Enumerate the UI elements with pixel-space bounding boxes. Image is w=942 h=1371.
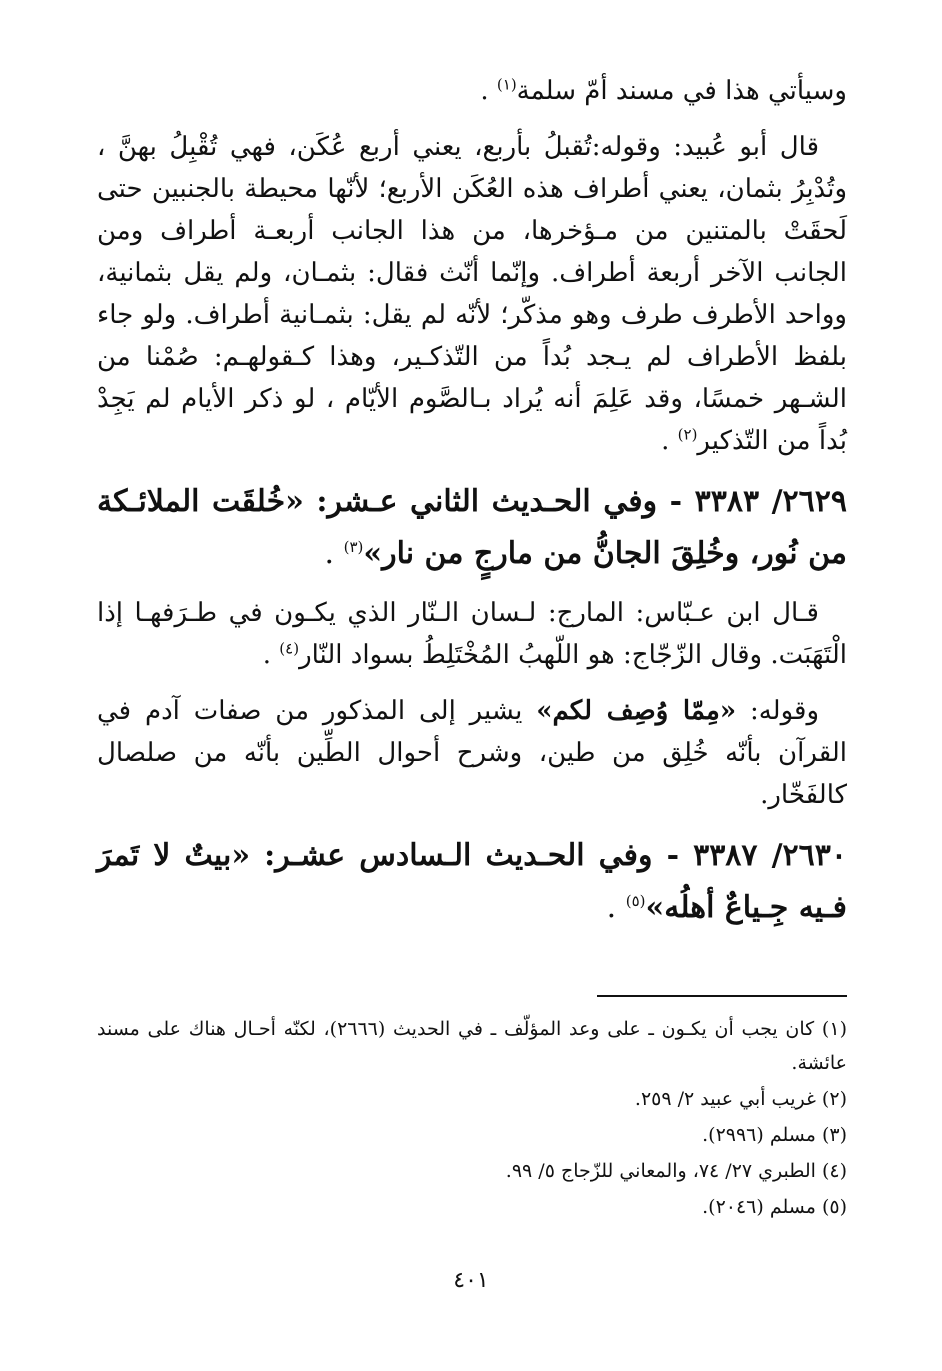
footnote-2: (٢) غريب أبي عبيد ٢/ ٢٥٩. [634, 1088, 847, 1110]
hadith-heading-1 [97, 476, 847, 580]
hadith-2-number: ٢٦٣٠/ ٣٣٨٧ - [652, 838, 847, 873]
hadith-1-number: ٢٦٢٩/ ٣٣٨٣ - [657, 484, 847, 519]
footnote-4: (٤) الطبري ٢٧/ ٧٤، والمعاني للزّجاج ٥/ ٩٩. [505, 1160, 847, 1182]
paragraph-1-end: . [480, 76, 497, 106]
paragraph-3-text: قـال ابن عـبّاس: المارج: لـسان الـنّار الذي يكـون في طـرَفهـا إذا الْتَهَبَت. وقال الزّجّاج: هو اللّهبُ المُخْتَلِطُ بسواد النّار [97, 598, 847, 670]
paragraph-4-quote: «مِمّا وُصِف لكم» [536, 696, 737, 726]
footnote-1: (١) كان يجب أن يكـون ـ على وعد المؤلّف ـ في الحديث (٢٦٦٦)، لكنّه أحـال هناك على مسند عائشة. [97, 1018, 847, 1074]
paragraph-4 [97, 690, 847, 816]
hadith-2-end: . [606, 890, 626, 925]
footnote-ref-5[interactable]: (٥) [625, 892, 646, 910]
footnote-ref-2[interactable]: (٢) [677, 425, 698, 444]
paragraph-4-text: يشير إلى المذكور من صفات آدم في القرآن بأنّه خُلِق من طين، وشرح أحوال الطِّين بأنّه من صلصال كالفَخّار. [97, 696, 847, 810]
footnote-separator [597, 995, 847, 997]
footnote-3: (٣) مسلم (٢٩٩٦). [702, 1124, 847, 1146]
footnote-ref-3[interactable]: (٣) [343, 538, 364, 556]
page-number: ٤٠١ [453, 1268, 489, 1293]
footnote-ref-1[interactable]: (١) [496, 75, 517, 94]
paragraph-3 [97, 592, 847, 676]
hadith-heading-2 [97, 830, 847, 934]
hadith-1-end: . [324, 536, 344, 571]
paragraph-3-end: . [262, 640, 280, 670]
hadith-2-text: وفي الحـديث الـسادس عشـر: «بيتٌ لا تَمرَ فـيه جِـياعٌ أهلُه» [97, 838, 847, 925]
paragraph-2-text: قال أبو عُبيد: وقوله:تُقبلُ بأربع، يعني أربع عُكَن، فهي تُقْبِلُ بهنَّ ، وتُدْبِرُ بثمان، يعني أطراف هذه العُكَن الأربع؛ لأنّها محيطة بالجنبين حتى لَحقَتْ بالمتنين من مـؤخرها، من هذا الجانب أربعـة أطراف ومن الجانب الآخر أربعة أطراف. وإنّما أنّث فقال: بثمـان، ولم يقل بثمانية، وواحد الأطرف طرف وهو مذكّر؛ لأنّه لم يقل: بثمـانية أطراف. ولو جاء بلفظ الأطراف لم يـجد بُداً من التّذكـير، وهذا كـقولهـم: صُمْنا من الشـهر خمسًا، وقد عَلِمَ أنه يُراد بـالصَّوم الأيّام ، لو ذكر الأيام لم يَجِدْ بُداً من التّذكير [97, 132, 847, 456]
paragraph-2 [97, 126, 847, 462]
paragraph-2-end: . [661, 426, 678, 456]
footnotes [97, 1012, 847, 1226]
paragraph-1 [97, 70, 847, 112]
paragraph-4-lead: وقوله: [736, 696, 820, 726]
hadith-1-text: وفي الحـديث الثاني عـشر: «خُلقَت الملائـكة من نُور، وخُلِقَ الجانُّ من مارجٍ من نار» [97, 484, 847, 571]
footnote-5: (٥) مسلم (٢٠٤٦). [702, 1196, 847, 1218]
paragraph-1-text: وسيأتي هذا في مسند أمّ سلمة [516, 76, 847, 106]
main-text [97, 70, 847, 946]
footnote-ref-4[interactable]: (٤) [279, 639, 300, 658]
